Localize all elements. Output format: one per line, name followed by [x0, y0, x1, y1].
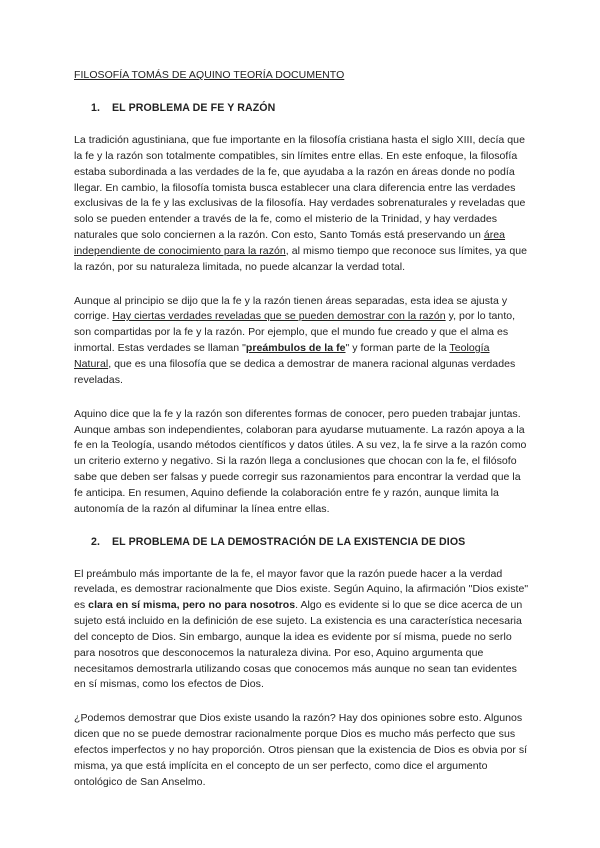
section-1-title: EL PROBLEMA DE FE Y RAZÓN — [112, 102, 276, 114]
text-run: , que es una filosofía que se dedica a demostrar de manera racional algunas verdades reveladas. — [74, 357, 516, 386]
text-run: ¿Podemos demostrar que Dios existe usando la razón? Hay dos opiniones sobre esto. Algunos dicen que no se puede demostrar racionalmente porque Dios es mucho más perfecto que sus efectos imperfectos y no hay proporción. Otros piensan que la existencia de Dios es obvia por sí misma, ya que está implícita en el concepto de un ser perfecto, como dice el argumento ontológico de San Anselmo. — [74, 712, 528, 788]
text-run: La tradición agustiniana, que fue importante en la filosofía cristiana hasta el siglo XIII, decía que la fe y la razón son totalmente compatibles, sin límites entre ellas. En este enfoque, la filosofía estaba subordinada a las verdades de la fe, que ayudaba a la razón en áreas donde no podía llegar. En cambio, la filosofía tomista busca establecer una clara diferencia entre las verdades exclusivas de la fe y las exclusivas de la filosofía. Hay verdades sobrenaturales y reveladas que solo se pueden entender a través de la fe, como el misterio de la Trinidad, y hay verdades naturales que solo conciernen a la razón. Con esto, Santo Tomás está preservando un — [74, 134, 526, 242]
section-2-paragraph-2 — [74, 711, 529, 790]
section-1-number: 1. — [91, 102, 101, 114]
bold-underlined-phrase: preámbulos de la fe — [245, 342, 346, 355]
text-run: Aunque al principio se dijo que la fe y la razón tienen áreas separadas, esta idea se ajusta y corrige. — [74, 294, 508, 323]
section-1-heading — [74, 102, 529, 114]
section-1-paragraph-1 — [74, 133, 529, 276]
text-run: , al mismo tiempo que reconoce sus límites, ya que la razón, por su naturaleza limitada, no puede alcanzar la verdad total. — [74, 244, 528, 273]
section-2-heading — [74, 536, 529, 548]
section-1-paragraph-3 — [74, 407, 529, 518]
section-2-paragraph-1 — [74, 567, 529, 694]
underlined-phrase: área independiente de conocimiento para la razón — [74, 229, 506, 257]
underlined-phrase: Teología Natural — [74, 342, 490, 370]
bold-phrase: clara en sí misma, pero no para nosotros — [88, 599, 296, 612]
text-run: Aquino dice que la fe y la razón son diferentes formas de conocer, pero pueden trabajar juntas. Aunque ambas son independientes, colaboran para ayudarse mutuamente. La razón apoya a la fe en la Teología, usando métodos científicos y datos útiles. A su vez, la fe sirve a la razón como un criterio externo y negativo. Si la razón llega a conclusiones que chocan con la fe, el filósofo sabe que deben ser falsas y puede corregir sus razonamientos para encontrar la verdad que la fe anticipa. En resumen, Aquino defiende la colaboración entre fe y razón, aunque limita la autonomía de la razón al difuminar la línea entre ellas. — [74, 407, 527, 515]
section-2-number: 2. — [91, 535, 101, 548]
underlined-phrase: Hay ciertas verdades reveladas que se pueden demostrar con la razón — [112, 310, 446, 323]
document-title: FILOSOFÍA TOMÁS DE AQUINO TEORÍA DOCUMENTO — [74, 69, 345, 81]
text-run: . Algo es evidente si lo que se dice acerca de un sujeto está incluido en la definición de ese sujeto. La existencia es una característica necesaria del concepto de Dios. Sin embargo, aunque la idea es evidente por sí misma, puede no serlo para nosotros que desconocemos la naturaleza divina. Por eso, Aquino argumenta que necesitamos demostrarla utilizando cosas que conocemos más aunque no sean tan evidentes en sí mismas, como los efectos de Dios. — [74, 599, 523, 691]
text-run: y, por lo tanto, son compartidas por la fe y la razón. Por ejemplo, que el mundo fue creado y que el alma es inmortal. Estas verdades se llaman " — [74, 310, 516, 355]
section-2-title: EL PROBLEMA DE LA DEMOSTRACIÓN DE LA EXISTENCIA DE DIOS — [112, 535, 466, 548]
text-run: El preámbulo más importante de la fe, el mayor favor que la razón puede hacer a la verdad revelada, es demostrar racionalmente que Dios existe. Según Aquino, la afirmación "Dios existe" es — [74, 567, 529, 612]
section-1-paragraph-2 — [74, 294, 529, 389]
text-run: " y forman parte de la — [345, 342, 450, 355]
document-content — [74, 69, 529, 809]
